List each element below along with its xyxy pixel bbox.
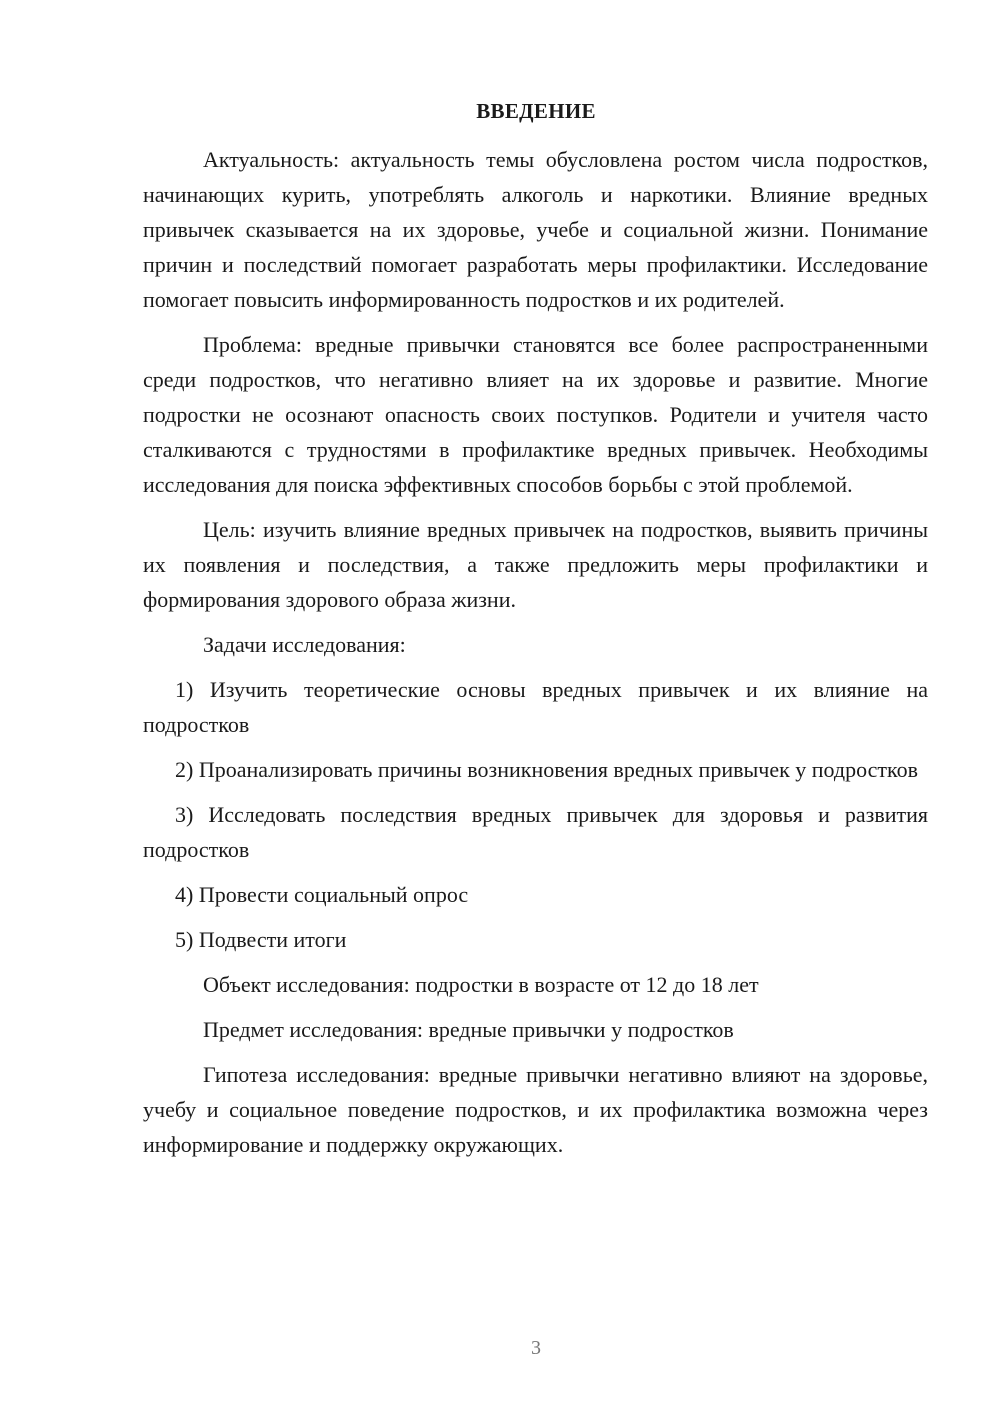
paragraph-relevance: Актуальность: актуальность темы обусловлена ростом числа подростков, начинающих курить, употреблять алкоголь и наркотики. Влияние вредных привычек сказывается на их здоровье, учебе и социальной жизни. Понимание причин и последствий помогает разработать меры профилактики. Исследование помогает повысить информированность подростков и их родителей. [143, 147, 928, 312]
task-item-1: 1) Изучить теоретические основы вредных привычек и их влияние на подростков [143, 677, 928, 737]
task-item-3: 3) Исследовать последствия вредных привычек для здоровья и развития подростков [143, 802, 928, 862]
paragraph-goal: Цель: изучить влияние вредных привычек на подростков, выявить причины их появления и последствия, а также предложить меры профилактики и формирования здорового образа жизни. [143, 517, 928, 612]
paragraph-hypothesis: Гипотеза исследования: вредные привычки негативно влияют на здоровье, учебу и социальное поведение подростков, и их профилактика возможна через информирование и поддержку окружающих. [143, 1062, 928, 1157]
page-number: 3 [531, 1337, 541, 1359]
body-text [143, 142, 928, 1172]
paragraph-tasks-intro: Задачи исследования: [203, 632, 406, 657]
task-item-2: 2) Проанализировать причины возникновения вредных привычек у подростков [175, 757, 918, 782]
paragraph-subject: Предмет исследования: вредные привычки у подростков [203, 1017, 734, 1042]
task-item-5: 5) Подвести итоги [175, 927, 347, 952]
paragraph-problem: Проблема: вредные привычки становятся все более распространенными среди подростков, что негативно влияет на их здоровье и развитие. Многие подростки не осознают опасность своих поступков. Родители и учителя часто сталкиваются с трудностями в профилактике вредных привычек. Необходимы исследования для поиска эффективных способов борьбы с этой проблемой. [143, 332, 928, 497]
paragraph-object: Объект исследования: подростки в возрасте от 12 до 18 лет [203, 972, 759, 997]
task-item-4: 4) Провести социальный опрос [175, 882, 469, 907]
page-title: ВВЕДЕНИЕ [476, 99, 596, 123]
